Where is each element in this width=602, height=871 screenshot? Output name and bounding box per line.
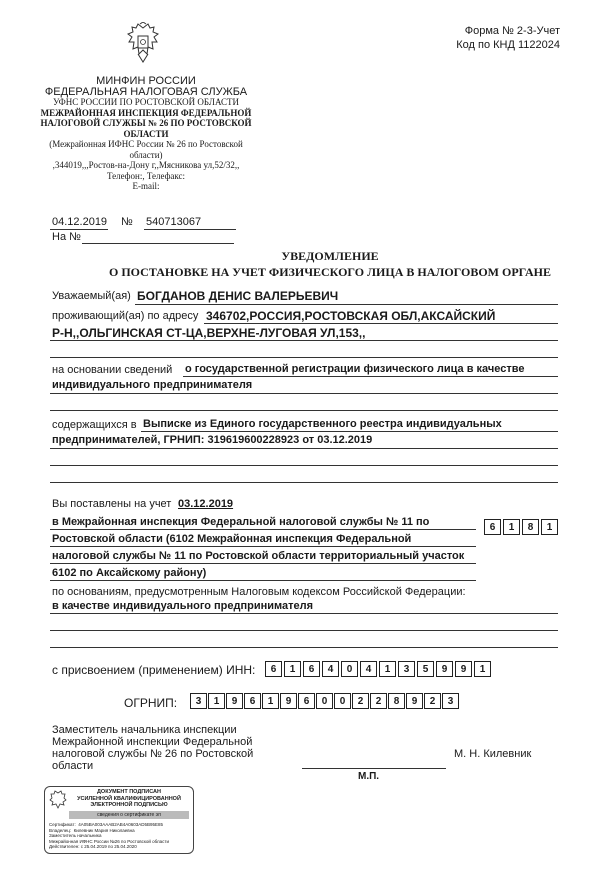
basis-line-2: индивидуального предпринимателя <box>52 379 253 391</box>
source-line-2: предпринимателей, ГРНИП: 319619600228923 от 03.12.2019 <box>52 434 373 446</box>
inn-digit: 0 <box>341 661 358 677</box>
document-date: 04.12.2019 <box>52 216 108 228</box>
signatory-line-1: Заместитель начальника инспекции <box>52 724 237 736</box>
inn-label: с присвоением (применением) ИНН: <box>52 663 256 677</box>
title-notification: УВЕДОМЛЕНИЕ <box>281 249 379 263</box>
inn-digit: 5 <box>417 661 434 677</box>
esign-owner-label: Владелец: <box>49 827 72 833</box>
inspection-name-3: ОБЛАСТИ <box>123 128 169 139</box>
esign-valid-label: Действителен: <box>49 844 80 849</box>
inspection-address: ,344019,,,Ростов-на-Дону г,,Мясникова ул,52/32,, <box>52 160 240 170</box>
ogrnip-digit: 1 <box>208 693 225 709</box>
ogrnip-digit: 2 <box>370 693 387 709</box>
ogrnip-digit: 2 <box>352 693 369 709</box>
inn-boxes <box>265 661 489 677</box>
signatory-line-4: области <box>52 760 94 772</box>
code-digit: 6 <box>484 519 501 535</box>
esign-valid-value: с 25.04.2019 по 25.04.2020 <box>80 844 137 849</box>
esign-org: Межрайонная ИФНС России №26 по Ростовской области <box>49 838 169 844</box>
source-label: содержащихся в <box>52 419 137 431</box>
inn-digit: 9 <box>436 661 453 677</box>
reference-number-label: На № <box>52 231 81 243</box>
ogrnip-digit: 9 <box>406 693 423 709</box>
person-name: БОГДАНОВ ДЕНИС ВАЛЕРЬЕВИЧ <box>137 289 339 303</box>
title-subject: О ПОСТАНОВКЕ НА УЧЕТ ФИЗИЧЕСКОГО ЛИЦА В НАЛОГОВОМ ОРГАНЕ <box>109 265 551 279</box>
esign-header-1: ДОКУМЕНТ ПОДПИСАН <box>97 789 161 795</box>
esign-cert-label: Сертификат: <box>49 822 76 827</box>
address-label: проживающий(ая) по адресу <box>52 310 199 322</box>
ogrnip-digit: 6 <box>244 693 261 709</box>
signatory-title <box>52 724 253 772</box>
esign-owner-value: Килевник Мария Николаевна <box>73 827 135 833</box>
ogrnip-digit: 1 <box>262 693 279 709</box>
inspection-email: E-mail: <box>132 181 160 191</box>
ogrnip-digit: 6 <box>298 693 315 709</box>
form-knd-code: Код по КНД 1122024 <box>456 39 560 51</box>
ogrnip-boxes <box>190 693 462 709</box>
source-line-1: Выписке из Единого государственного реестра индивидуальных <box>143 418 502 430</box>
tax-office-code <box>484 519 560 535</box>
ministry-name: МИНФИН РОССИИ <box>96 75 196 87</box>
ogrnip-digit: 3 <box>442 693 459 709</box>
inn-digit: 1 <box>284 661 301 677</box>
inspection-short-1: (Межрайонная ИФНС России № 26 по Ростовской <box>49 139 243 149</box>
signatory-line-3: налоговой службы № 26 по Ростовской <box>52 748 254 760</box>
inn-digit: 9 <box>455 661 472 677</box>
person-label: Уважаемый(ая) <box>52 290 131 302</box>
inspection-name-2: НАЛОГОВОЙ СЛУЖБЫ № 26 ПО РОСТОВСКОЙ <box>40 118 252 128</box>
inspection-phone: Телефон:, Телефакс: <box>106 170 186 181</box>
esign-cert-header: сведения о сертификате эп <box>69 811 189 819</box>
inn-digit: 4 <box>360 661 377 677</box>
ogrnip-digit: 0 <box>334 693 351 709</box>
form-number: Форма № 2-3-Учет <box>464 25 560 37</box>
esign-cert-value: 4A05BA003AAAB2AB4A0603AD5B95E85 <box>78 822 164 827</box>
inspection-short-2: области) <box>129 149 163 160</box>
inn-digit: 6 <box>265 661 282 677</box>
registration-org-4: 6102 по Аксайскому району) <box>52 567 207 579</box>
inn-digit: 1 <box>474 661 491 677</box>
number-sign: № <box>121 216 133 228</box>
document-number: 540713067 <box>146 216 202 228</box>
esign-header-3: ЭЛЕКТРОННОЙ ПОДПИСЬЮ <box>90 802 168 808</box>
stamp-emblem-icon <box>49 790 67 810</box>
ogrnip-label: ОГРНИП: <box>124 696 178 710</box>
inspection-name-1: МЕЖРАЙОННАЯ ИНСПЕКЦИЯ ФЕДЕРАЛЬНОЙ <box>40 107 252 118</box>
service-name: ФЕДЕРАЛЬНАЯ НАЛОГОВАЯ СЛУЖБА <box>44 85 248 98</box>
inn-digit: 1 <box>379 661 396 677</box>
stamp-place-label: М.П. <box>358 771 380 782</box>
ogrnip-digit: 9 <box>280 693 297 709</box>
inn-digit: 6 <box>303 661 320 677</box>
code-digit: 1 <box>503 519 520 535</box>
registration-org-3: налоговой службы № 11 по Ростовской области территориальный участок <box>52 550 465 562</box>
registration-date: 03.12.2019 <box>178 498 234 510</box>
coat-of-arms-emblem <box>124 22 162 66</box>
address-line-2: Р-Н,,ОЛЬГИНСКАЯ СТ-ЦА,ВЕРХНЕ-ЛУГОВАЯ УЛ,153,, <box>52 326 366 340</box>
grounds-value: в качестве индивидуального предпринимателя <box>52 600 314 612</box>
ogrnip-digit: 8 <box>388 693 405 709</box>
registration-org-2: Ростовской области (6102 Межрайонная инспекция Федеральной <box>52 533 412 545</box>
code-digit: 1 <box>541 519 558 535</box>
ogrnip-digit: 0 <box>316 693 333 709</box>
code-digit: 8 <box>522 519 539 535</box>
registration-label: Вы поставлены на учет <box>52 498 172 510</box>
ogrnip-digit: 9 <box>226 693 243 709</box>
esign-role: Заместитель начальника <box>49 833 102 838</box>
authority-block <box>28 76 264 192</box>
grounds-label: по основаниям, предусмотренным Налоговым кодексом Российской Федерации: <box>52 586 466 598</box>
basis-label: на основании сведений <box>52 364 173 376</box>
ogrnip-digit: 3 <box>190 693 207 709</box>
registration-org-1: в Межрайонная инспекция Федеральной налоговой службы № 11 по <box>52 516 430 528</box>
esign-header-2: УСИЛЕННОЙ КВАЛИФИЦИРОВАННОЙ <box>77 795 181 802</box>
inn-digit: 3 <box>398 661 415 677</box>
basis-line-1: о государственной регистрации физического лица в качестве <box>185 363 525 375</box>
signatory-name: М. Н. Килевник <box>454 748 532 760</box>
ufns-name: УФНС РОССИИ ПО РОСТОВСКОЙ ОБЛАСТИ <box>52 97 240 107</box>
address-line-1: 346702,РОССИЯ,РОСТОВСКАЯ ОБЛ,АКСАЙСКИЙ <box>206 309 496 323</box>
inn-digit: 4 <box>322 661 339 677</box>
signatory-line-2: Межрайонной инспекции Федеральной <box>52 736 253 748</box>
electronic-signature-stamp <box>44 786 194 854</box>
ogrnip-digit: 2 <box>424 693 441 709</box>
